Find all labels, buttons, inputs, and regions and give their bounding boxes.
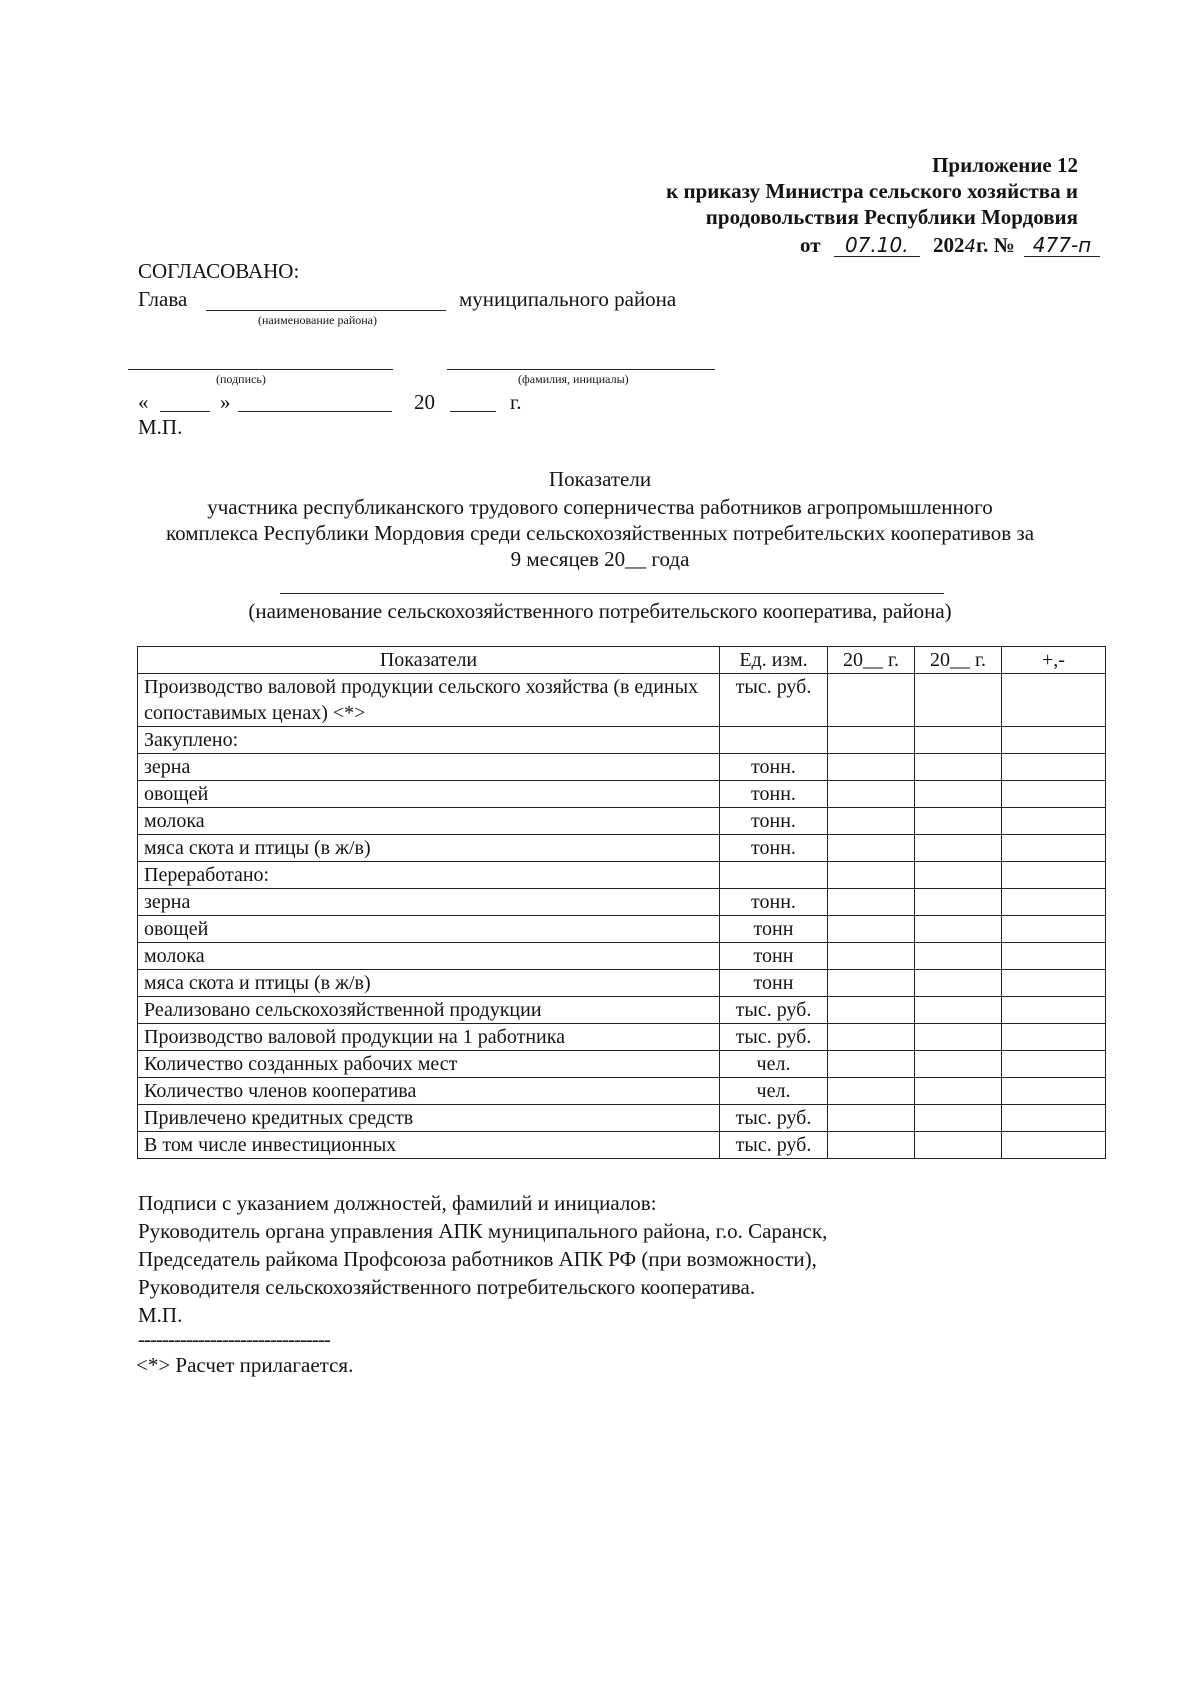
table-row [138, 862, 1106, 889]
table-row [138, 1051, 1106, 1078]
indicators-table [137, 646, 1106, 1159]
name-hint: (фамилия, инициалы) [518, 372, 629, 386]
head-label: Глава [138, 287, 188, 311]
row-unit: тыс. руб. [720, 997, 828, 1024]
row-label: молока [138, 808, 720, 835]
row-unit: тонн [720, 943, 828, 970]
row-value-difference [1002, 916, 1106, 943]
row-label: Реализовано сельскохозяйственной продукции [138, 997, 720, 1024]
row-value-year-1 [828, 835, 915, 862]
header-difference: +,- [1002, 647, 1106, 674]
stamp-label: М.П. [138, 415, 183, 439]
table-row [138, 754, 1106, 781]
row-value-year-1 [828, 970, 915, 997]
handwritten-date: 07.10. [834, 234, 920, 257]
row-value-year-2 [915, 1051, 1002, 1078]
order-reference: к приказу Министра сельского хозяйства и [666, 179, 1078, 203]
signature-line [128, 369, 393, 370]
row-value-year-2 [915, 835, 1002, 862]
row-value-year-2 [915, 1078, 1002, 1105]
date-prefix: от [799, 233, 821, 257]
row-value-difference [1002, 1105, 1106, 1132]
year-text: 202 [933, 233, 965, 257]
row-value-difference [1002, 674, 1106, 727]
footnote-divider: -------------------------------- [138, 1327, 330, 1351]
row-label: Привлечено кредитных средств [138, 1105, 720, 1132]
cooperative-caption: (наименование сельскохозяйственного потребительского кооператива, района) [248, 599, 952, 623]
row-value-year-1 [828, 727, 915, 754]
row-label: Количество созданных рабочих мест [138, 1051, 720, 1078]
row-unit: тонн [720, 916, 828, 943]
row-value-year-1 [828, 674, 915, 727]
row-value-year-1 [828, 1078, 915, 1105]
name-line [447, 369, 715, 370]
row-label: Производство валовой продукции на 1 работника [138, 1024, 720, 1051]
row-value-year-1 [828, 781, 915, 808]
row-value-year-2 [915, 781, 1002, 808]
table-row [138, 1105, 1106, 1132]
row-value-difference [1002, 1132, 1106, 1159]
date-close-quote: » [220, 390, 231, 414]
row-unit: тыс. руб. [720, 1105, 828, 1132]
handwritten-order-number: 477-п [1024, 234, 1100, 257]
ministry-name: продовольствия Республики Мордовия [705, 205, 1078, 229]
table-row [138, 727, 1106, 754]
table-row [138, 835, 1106, 862]
appendix-title: Приложение 12 [932, 153, 1078, 177]
row-label: овощей [138, 781, 720, 808]
row-label: Переработано: [138, 862, 720, 889]
district-suffix: муниципального района [459, 287, 677, 311]
month-line [238, 411, 392, 412]
row-value-year-2 [915, 970, 1002, 997]
row-value-year-2 [915, 1105, 1002, 1132]
document-title: Показатели [548, 467, 652, 491]
footer-stamp-label: М.П. [138, 1303, 183, 1327]
signature-union-head: Председатель райкома Профсоюза работников АПК РФ (при возможности), [138, 1247, 817, 1271]
row-value-year-1 [828, 916, 915, 943]
table-row [138, 781, 1106, 808]
district-hint: (наименование района) [258, 313, 378, 327]
row-unit [720, 862, 828, 889]
order-date-line [800, 232, 1100, 258]
row-unit: тонн. [720, 835, 828, 862]
row-unit: тонн [720, 970, 828, 997]
signature-apk-head: Руководитель органа управления АПК муниципального района, г.о. Саранск, [138, 1219, 828, 1243]
table-row [138, 997, 1106, 1024]
row-value-year-1 [828, 1051, 915, 1078]
row-value-year-2 [915, 862, 1002, 889]
row-unit [720, 727, 828, 754]
document-subtitle-1: участника республиканского трудового соперничества работников агропромышленного [207, 495, 993, 519]
row-value-year-1 [828, 1105, 915, 1132]
row-label: мяса скота и птицы (в ж/в) [138, 835, 720, 862]
row-label: мяса скота и птицы (в ж/в) [138, 970, 720, 997]
handwritten-year: 4 [964, 236, 976, 257]
row-unit: тонн. [720, 781, 828, 808]
document-period: 9 месяцев 20__ года [510, 547, 690, 571]
header-year-2: 20__ г. [915, 647, 1002, 674]
table-row [138, 916, 1106, 943]
row-unit: чел. [720, 1078, 828, 1105]
table-row [138, 1078, 1106, 1105]
table-row [138, 943, 1106, 970]
row-unit: тыс. руб. [720, 674, 828, 727]
row-value-difference [1002, 835, 1106, 862]
row-unit: тыс. руб. [720, 1024, 828, 1051]
document-subtitle-2: комплекса Республики Мордовия среди сельскохозяйственных потребительских кооперативов за [165, 521, 1035, 545]
header-unit: Ед. изм. [720, 647, 828, 674]
row-label: зерна [138, 889, 720, 916]
year-suffix: г. № [975, 233, 1015, 257]
row-value-year-2 [915, 674, 1002, 727]
row-value-difference [1002, 862, 1106, 889]
row-label: молока [138, 943, 720, 970]
row-value-difference [1002, 943, 1106, 970]
row-value-year-1 [828, 889, 915, 916]
row-value-difference [1002, 754, 1106, 781]
row-unit: тыс. руб. [720, 1132, 828, 1159]
cooperative-name-line [280, 593, 944, 594]
year-line [450, 411, 496, 412]
day-line [160, 411, 210, 412]
row-value-year-2 [915, 1132, 1002, 1159]
row-value-year-1 [828, 997, 915, 1024]
row-value-year-1 [828, 862, 915, 889]
table-row [138, 889, 1106, 916]
row-value-year-1 [828, 754, 915, 781]
table-row [138, 970, 1106, 997]
footnote-text: <*> Расчет прилагается. [136, 1353, 354, 1377]
district-name-line [206, 310, 446, 311]
row-value-difference [1002, 1078, 1106, 1105]
row-label: Закуплено: [138, 727, 720, 754]
row-label: Количество членов кооператива [138, 1078, 720, 1105]
row-unit: тонн. [720, 754, 828, 781]
agreed-label: СОГЛАСОВАНО: [138, 259, 300, 283]
row-label: овощей [138, 916, 720, 943]
row-unit: тонн. [720, 889, 828, 916]
row-value-difference [1002, 889, 1106, 916]
row-value-year-2 [915, 916, 1002, 943]
table-row [138, 1132, 1106, 1159]
table-row [138, 808, 1106, 835]
row-unit: чел. [720, 1051, 828, 1078]
row-label: Производство валовой продукции сельского хозяйства (в единых сопоставимых ценах) <*> [138, 674, 720, 727]
signature-hint: (подпись) [216, 372, 266, 386]
year-suffix-label: г. [510, 390, 522, 414]
row-value-year-2 [915, 889, 1002, 916]
row-value-year-2 [915, 808, 1002, 835]
header-indicators: Показатели [138, 647, 720, 674]
row-value-difference [1002, 1024, 1106, 1051]
row-value-year-2 [915, 943, 1002, 970]
row-unit: тонн. [720, 808, 828, 835]
table-row [138, 1024, 1106, 1051]
row-value-year-1 [828, 1132, 915, 1159]
row-value-year-1 [828, 808, 915, 835]
row-value-difference [1002, 727, 1106, 754]
row-value-year-2 [915, 727, 1002, 754]
table-header-row [138, 647, 1106, 674]
row-value-year-1 [828, 1024, 915, 1051]
row-value-year-1 [828, 943, 915, 970]
row-value-year-2 [915, 997, 1002, 1024]
row-value-difference [1002, 970, 1106, 997]
row-value-difference [1002, 1051, 1106, 1078]
row-value-difference [1002, 808, 1106, 835]
signature-cooperative-head: Руководителя сельскохозяйственного потребительского кооператива. [138, 1275, 756, 1299]
header-year-1: 20__ г. [828, 647, 915, 674]
signatures-intro: Подписи с указанием должностей, фамилий и инициалов: [138, 1191, 657, 1215]
row-label: В том числе инвестиционных [138, 1132, 720, 1159]
row-value-year-2 [915, 754, 1002, 781]
row-value-year-2 [915, 1024, 1002, 1051]
year-prefix: 20 [414, 390, 435, 414]
row-label: зерна [138, 754, 720, 781]
row-value-difference [1002, 997, 1106, 1024]
date-open-quote: « [138, 390, 149, 414]
table-row [138, 674, 1106, 727]
row-value-difference [1002, 781, 1106, 808]
